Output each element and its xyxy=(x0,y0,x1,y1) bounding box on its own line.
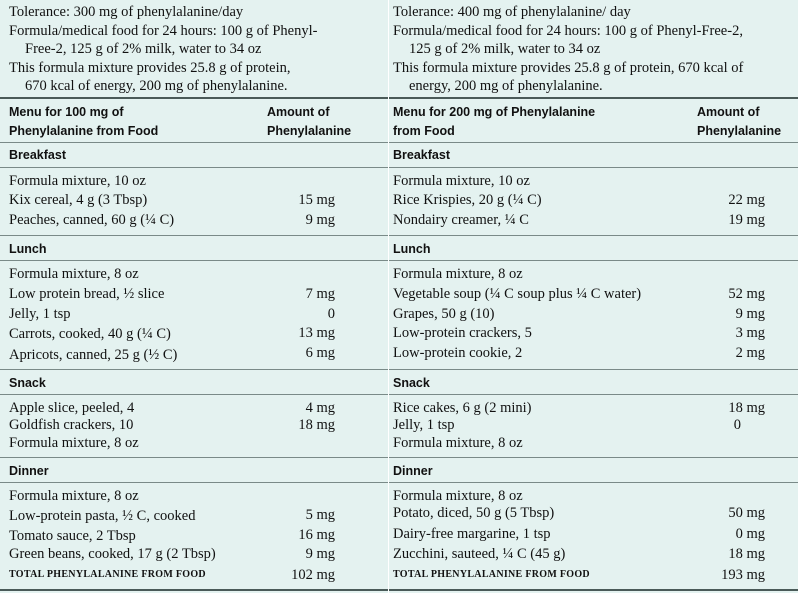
amount-value: 18 mg xyxy=(298,417,335,433)
amount-value: 2 mg xyxy=(735,345,765,361)
section-title-snack: Snack xyxy=(393,376,430,390)
section-rule xyxy=(0,167,388,168)
amount-value: 16 mg xyxy=(298,527,335,543)
menu-header-cont: Phenylalanine from Food xyxy=(9,124,159,138)
section-title-lunch: Lunch xyxy=(393,242,431,256)
food-item: Nondairy creamer, ¼ C xyxy=(393,212,529,228)
provides-text: This formula mixture provides 25.8 g of protein, xyxy=(9,60,291,76)
amount-header: Amount of xyxy=(697,105,760,119)
amount-value: 18 mg xyxy=(728,546,765,562)
food-item: Dairy-free margarine, 1 tsp xyxy=(393,526,551,542)
food-item: Apple slice, peeled, 4 xyxy=(9,400,135,416)
section-rule xyxy=(0,235,388,236)
amount-value: 50 mg xyxy=(728,505,765,521)
food-item: Formula mixture, 8 oz xyxy=(9,266,139,282)
amount-value: 4 mg xyxy=(305,400,335,416)
amount-value: 52 mg xyxy=(728,286,765,302)
food-item: Low-protein pasta, ½ C, cooked xyxy=(9,508,196,524)
section-title-dinner: Dinner xyxy=(393,464,433,478)
section-title-breakfast: Breakfast xyxy=(9,148,66,162)
food-item: Formula mixture, 10 oz xyxy=(393,173,530,189)
section-rule xyxy=(388,167,798,168)
food-item: Rice cakes, 6 g (2 mini) xyxy=(393,400,532,416)
section-rule xyxy=(388,457,798,458)
header-rule-bottom xyxy=(0,142,388,143)
amount-value: 5 mg xyxy=(305,507,335,523)
amount-value: 0 xyxy=(327,306,335,322)
food-item: Low-protein cookie, 2 xyxy=(393,345,523,361)
food-item: Formula mixture, 8 oz xyxy=(9,488,139,504)
food-item: Formula mixture, 8 oz xyxy=(9,435,139,451)
amount-header-cont: Phenylalanine xyxy=(267,124,352,138)
amount-value: 18 mg xyxy=(728,400,765,416)
amount-value: 9 mg xyxy=(305,546,335,562)
amount-value: 3 mg xyxy=(735,325,765,341)
amount-header: Amount of xyxy=(267,105,330,119)
section-rule xyxy=(388,394,798,395)
food-item: Potato, diced, 50 g (5 Tbsp) xyxy=(393,505,555,521)
food-item: Green beans, cooked, 17 g (2 Tbsp) xyxy=(9,546,216,562)
food-item: Tomato sauce, 2 Tbsp xyxy=(9,528,136,544)
bottom-rule xyxy=(0,589,388,591)
menu-header-cont: from Food xyxy=(393,124,455,138)
food-item: Formula mixture, 8 oz xyxy=(393,435,523,451)
food-item: Jelly, 1 tsp xyxy=(393,417,455,433)
tolerance-text: Tolerance: 300 mg of phenylalanine/day xyxy=(9,4,244,20)
header-rule-top xyxy=(0,97,388,99)
food-item: Apricots, canned, 25 g (½ C) xyxy=(9,347,178,363)
provides-text: This formula mixture provides 25.8 g of protein, 670 kcal of xyxy=(393,60,744,76)
total-amount: 102 mg xyxy=(291,567,335,583)
amount-value: 19 mg xyxy=(728,212,765,228)
right-column xyxy=(388,0,798,593)
food-item: Low protein bread, ½ slice xyxy=(9,286,165,302)
amount-value: 13 mg xyxy=(298,325,335,341)
section-title-snack: Snack xyxy=(9,376,46,390)
tolerance-text: Tolerance: 400 mg of phenylalanine/ day xyxy=(393,4,631,20)
amount-value: 7 mg xyxy=(305,286,335,302)
section-rule xyxy=(0,369,388,370)
formula-text: Formula/medical food for 24 hours: 100 g of Phenyl- xyxy=(9,23,318,39)
food-item: Low-protein crackers, 5 xyxy=(393,325,532,341)
amount-value: 0 xyxy=(733,417,741,433)
section-rule xyxy=(0,457,388,458)
section-rule xyxy=(388,235,798,236)
menu-header: Menu for 200 mg of Phenylalanine xyxy=(393,105,596,119)
amount-value: 22 mg xyxy=(728,192,765,208)
amount-value: 9 mg xyxy=(305,212,335,228)
section-rule xyxy=(388,260,798,261)
section-rule xyxy=(0,394,388,395)
section-rule xyxy=(388,369,798,370)
amount-header-cont: Phenylalanine xyxy=(697,124,782,138)
food-item: Zucchini, sauteed, ¼ C (45 g) xyxy=(393,546,566,562)
food-item: Jelly, 1 tsp xyxy=(9,306,71,322)
total-label: TOTAL PHENYLALANINE FROM FOOD xyxy=(9,569,206,580)
header-rule-top xyxy=(388,97,798,99)
food-item: Formula mixture, 8 oz xyxy=(393,488,523,504)
left-column xyxy=(0,0,388,593)
amount-value: 0 mg xyxy=(735,526,765,542)
section-title-lunch: Lunch xyxy=(9,242,47,256)
section-title-dinner: Dinner xyxy=(9,464,49,478)
food-item: Grapes, 50 g (10) xyxy=(393,306,495,322)
food-item: Goldfish crackers, 10 xyxy=(9,417,134,433)
menu-header: Menu for 100 mg of xyxy=(9,105,124,119)
section-rule xyxy=(0,482,388,483)
provides-text-cont: energy, 200 mg of phenylalanine. xyxy=(409,78,603,94)
total-label: TOTAL PHENYLALANINE FROM FOOD xyxy=(393,569,590,580)
header-rule-bottom xyxy=(388,142,798,143)
food-item: Formula mixture, 8 oz xyxy=(393,266,523,282)
food-item: Rice Krispies, 20 g (¼ C) xyxy=(393,192,542,208)
section-rule xyxy=(388,482,798,483)
amount-value: 6 mg xyxy=(305,345,335,361)
food-item: Kix cereal, 4 g (3 Tbsp) xyxy=(9,192,148,208)
amount-value: 15 mg xyxy=(298,192,335,208)
total-amount: 193 mg xyxy=(721,567,765,583)
formula-text: Formula/medical food for 24 hours: 100 g of Phenyl-Free-2, xyxy=(393,23,743,39)
food-item: Peaches, canned, 60 g (¼ C) xyxy=(9,212,175,228)
section-title-breakfast: Breakfast xyxy=(393,148,450,162)
amount-value: 9 mg xyxy=(735,306,765,322)
section-rule xyxy=(0,260,388,261)
food-item: Vegetable soup (¼ C soup plus ¼ C water) xyxy=(393,286,642,302)
formula-text-cont: 125 g of 2% milk, water to 34 oz xyxy=(409,41,601,57)
provides-text-cont: 670 kcal of energy, 200 mg of phenylalanine. xyxy=(25,78,288,94)
food-item: Formula mixture, 10 oz xyxy=(9,173,146,189)
food-item: Carrots, cooked, 40 g (¼ C) xyxy=(9,326,171,342)
formula-text-cont: Free-2, 125 g of 2% milk, water to 34 oz xyxy=(25,41,262,57)
bottom-rule xyxy=(388,589,798,591)
column-divider xyxy=(388,0,389,593)
